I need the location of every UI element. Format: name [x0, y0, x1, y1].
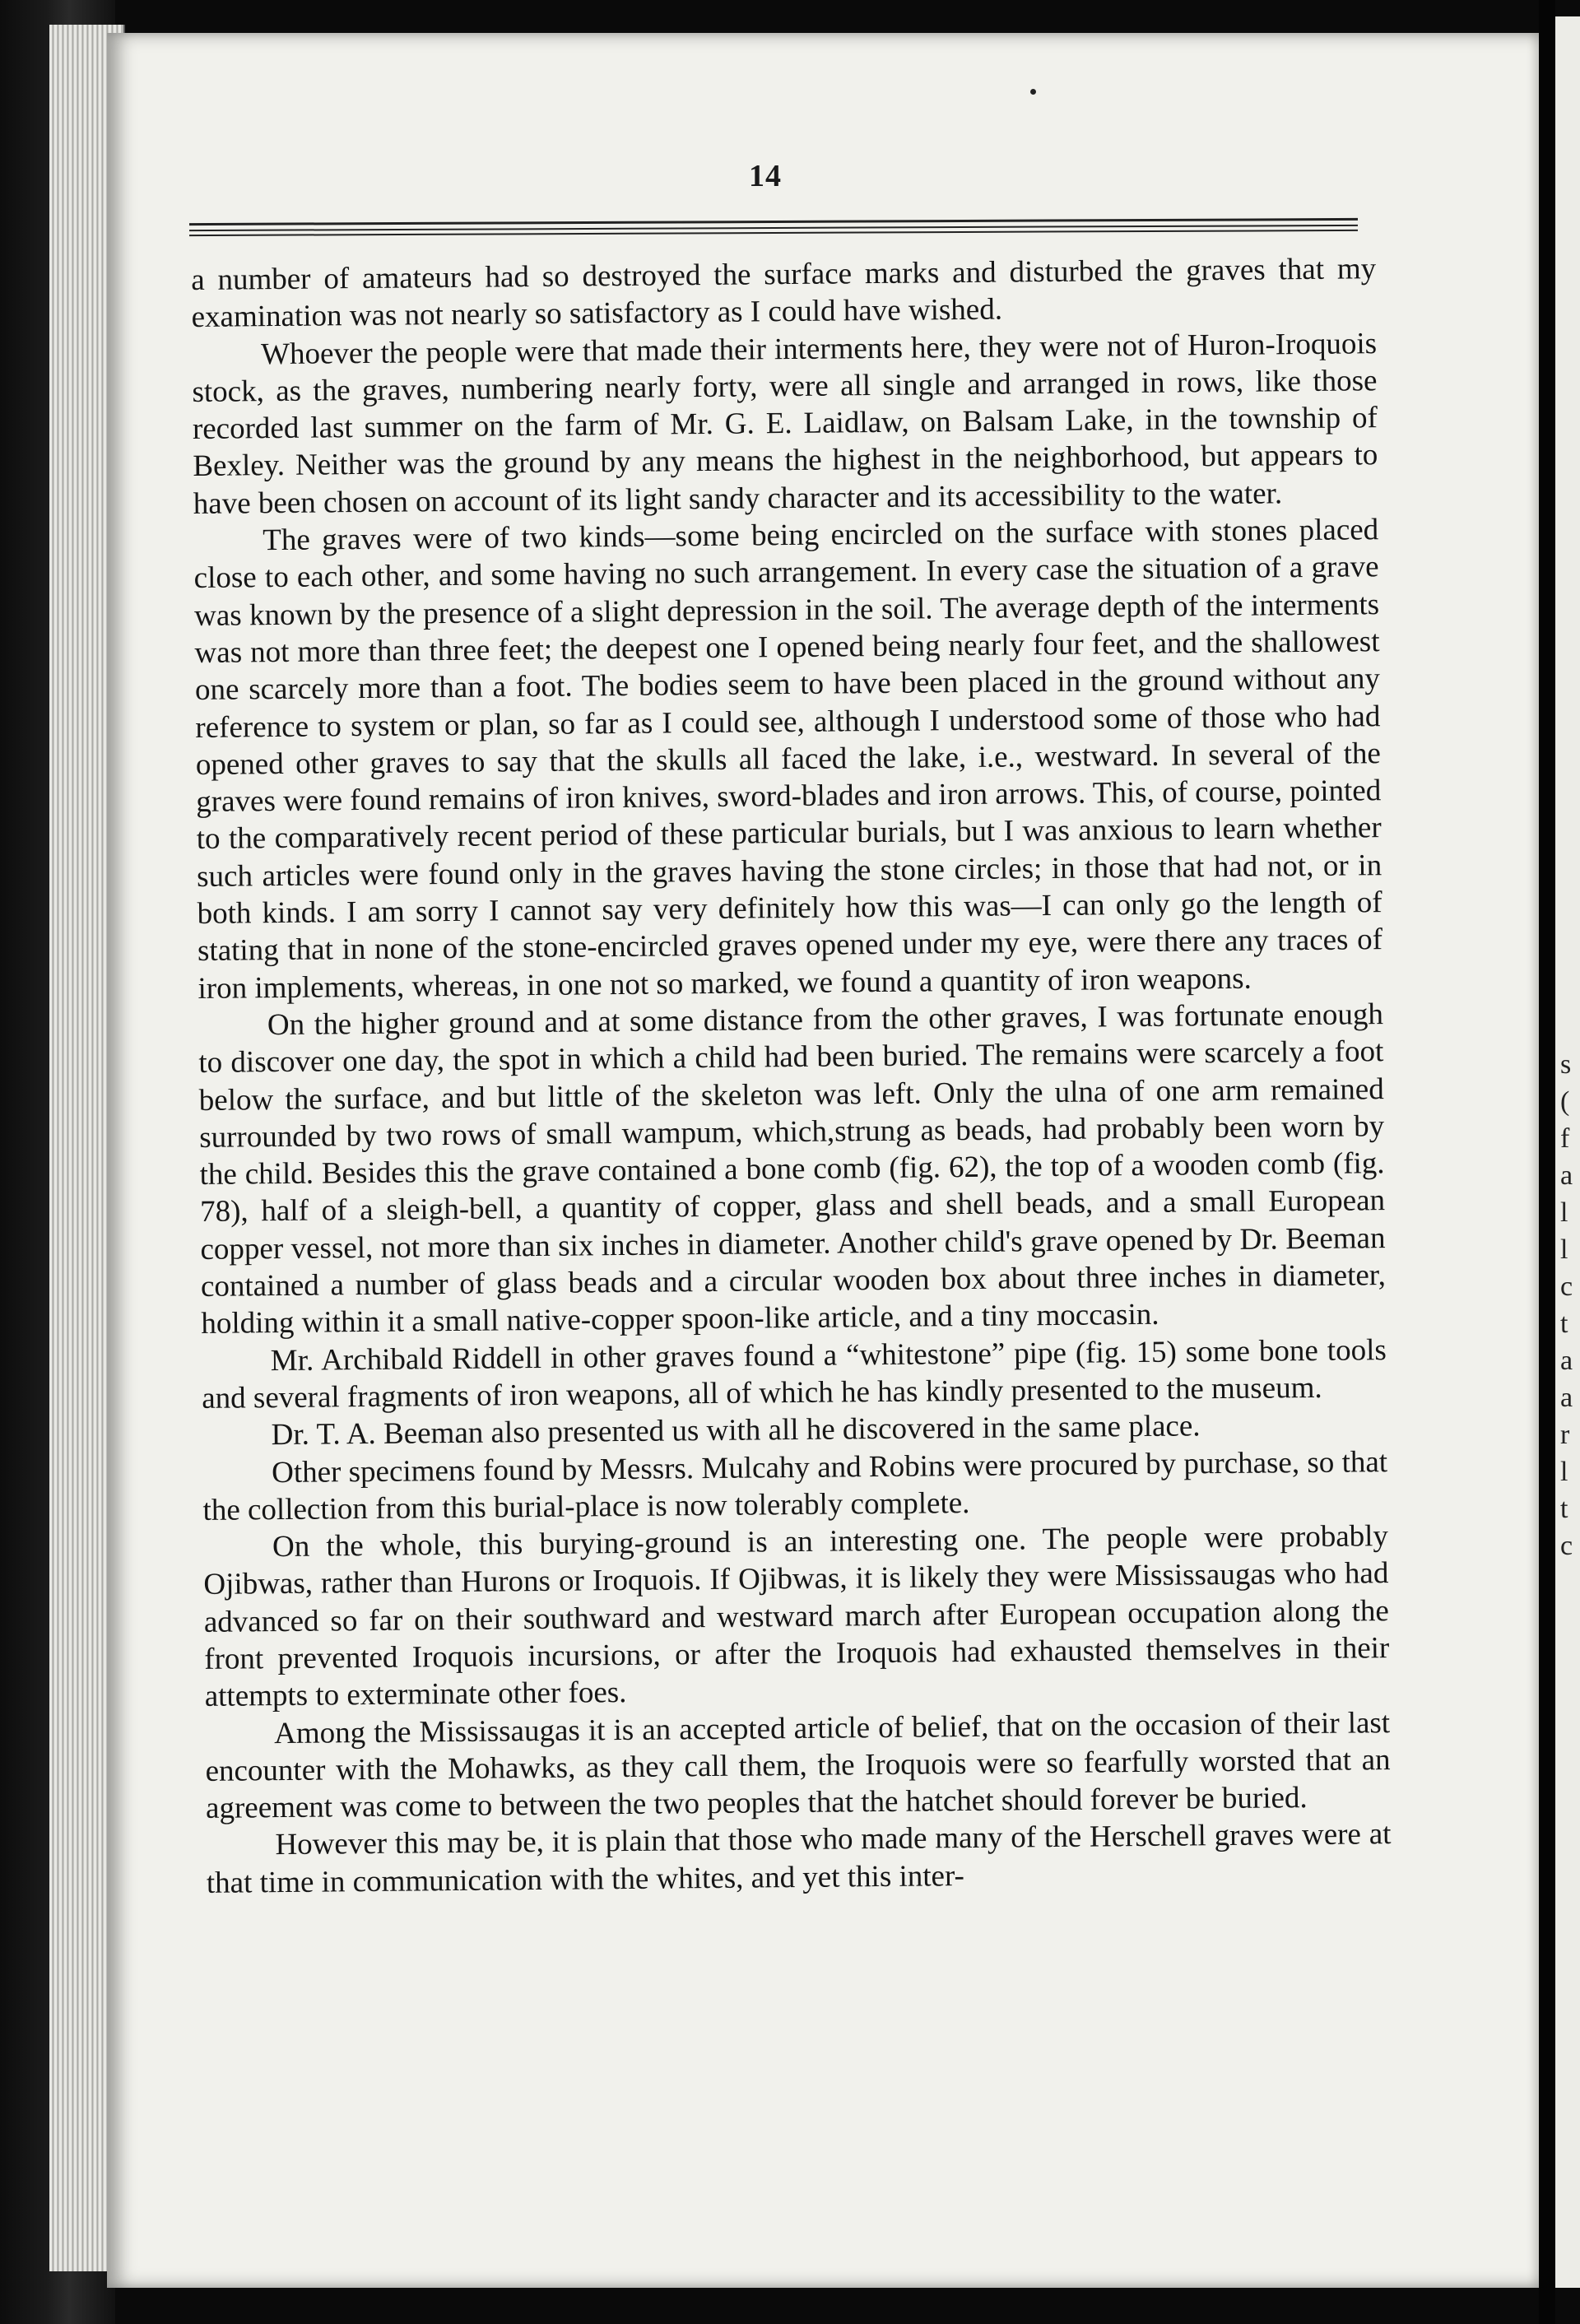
facing-page-fragment: a	[1560, 1346, 1573, 1376]
paragraph: On the higher ground and at some distance from the other graves, I was fortunate enough to discover one day, the spot in which a child had been buried. The remains were scarcely a foot below the surface, and but little of the skeleton was left. Only the ulna of one arm remained surrounded by two rows of small wampum, which,strung as beads, had probably been worn by the child. Besides this the grave contained a bone comb (fig. 62), the top of a wooden comb (fig. 78), half of a sleigh-bell, a quantity of copper, glass and shell beads, and a small European copper vessel, not more than six inches in diameter. Another child's grave opened by Dr. Beeman contained a number of glass beads and a circular wooden box about three inches in diameter, holding within it a small native-copper spoon-like article, and a tiny moccasin.	[198, 997, 1387, 1341]
paragraph: Other specimens found by Messrs. Mulcahy and Robins were procured by purchase, so that the collection from this burial-place is now tolerably complete.	[202, 1444, 1388, 1527]
paragraph: However this may be, it is plain that those who made many of the Herschell graves were at that time in communication with the whites, and yet this inter-	[206, 1817, 1392, 1900]
gutter-shadow	[1539, 0, 1555, 2324]
paragraph: On the whole, this burying-ground is an interesting one. The people were probably Ojibwas, rather than Hurons or Iroquois. If Ojibwas, it is likely they were Mississaugas who had advanced so far on their southward and westward march after European occupation along the front prevented Iroquois incursions, or after the Iroquois had exhausted themselves in their attempts to exterminate other foes.	[203, 1519, 1390, 1714]
page-number: 14	[749, 159, 782, 193]
facing-page-fragment: l	[1560, 1234, 1568, 1265]
paragraph: a number of amateurs had so destroyed the surface marks and disturbed the graves that my examination was not nearly so satisfactory as I could have wished.	[191, 252, 1377, 335]
paragraph: Among the Mississaugas it is an accepted article of belief, that on the occasion of their last encounter with the Mohawks, as they call them, the Iroquois were so fearfully worsted that an agreement was come to between the two peoples that the hatchet should forever be buried.	[205, 1705, 1391, 1826]
body-text	[191, 250, 1392, 1902]
facing-page-edge	[1555, 16, 1580, 2288]
facing-page-fragment: f	[1560, 1123, 1570, 1154]
paragraph: Mr. Archibald Riddell in other graves found a “whitestone” pipe (fig. 15) some bone tools and several fragments of iron weapons, all of which he has kindly presented to the museum.	[202, 1332, 1387, 1415]
facing-page-fragment: t	[1560, 1494, 1568, 1524]
facing-page-fragment: s	[1560, 1049, 1572, 1080]
facing-page-fragment: l	[1560, 1457, 1568, 1487]
scan-speck	[1030, 89, 1036, 95]
paragraph: Dr. T. A. Beeman also presented us with all he discovered in the same place.	[271, 1409, 1201, 1452]
facing-page-fragment: a	[1560, 1160, 1573, 1191]
facing-page-fragment: a	[1560, 1383, 1573, 1413]
facing-page-fragment: (	[1560, 1086, 1570, 1117]
facing-page-fragment: r	[1560, 1420, 1570, 1450]
facing-page-fragment: t	[1560, 1308, 1568, 1339]
paragraph: Whoever the people were that made their interments here, they were not of Huron-Iroquois stock, as the graves, numbering nearly forty, were all single and arranged in rows, like those recorded last summer on the farm of Mr. G. E. Laidlaw, on Balsam Lake, in the township of Bexley. Neither was the ground by any means the highest in the neighborhood, but appears to have been chosen on account of its light sandy character and its accessibility to the water.	[192, 326, 1378, 521]
facing-page-fragment: l	[1560, 1197, 1568, 1228]
paragraph: The graves were of two kinds—some being encircled on the surface with stones placed close to each other, and some having no such arrangement. In every case the situation of a grave was known by the presence of a slight depression in the soil. The average depth of the interments was not more than three feet; the deepest one I opened being nearly four feet, and the shallowest one scarcely more than a foot. The bodies seem to have been placed in the ground without any reference to system or plan, so far as I could see, although I understood some of those who had opened other graves to say that the skulls all faced the lake, i.e., westward. In several of the graves were found remains of iron knives, sword-blades and iron arrows. This, of course, pointed to the comparatively recent period of these particular burials, but I was anxious to learn whether such articles were found only in the graves having the stone circles; in those that had not, or in both kinds. I am sorry I cannot say very definitely how this was—I can only go the length of stating that in none of the stone-encircled graves opened under my eye, were there any traces of iron implements, whereas, in one not so marked, we found a quantity of iron weapons.	[193, 513, 1383, 1006]
facing-page-fragment: c	[1560, 1531, 1573, 1561]
facing-page-fragment: c	[1560, 1271, 1573, 1302]
